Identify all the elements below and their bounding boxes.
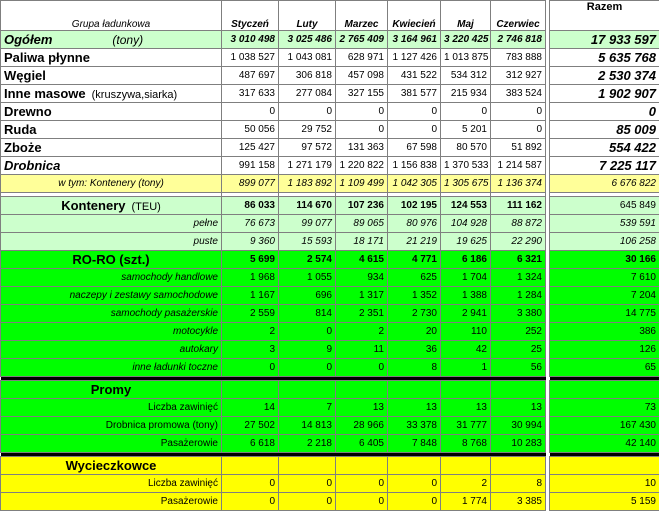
row-label — [1, 399, 222, 417]
value-cell: 7 848 — [388, 435, 441, 453]
row-label — [1, 287, 222, 305]
value-cell: 22 290 — [491, 233, 546, 251]
row-label-text: Liczba zawinięć — [148, 402, 218, 413]
value-cell: 13 — [441, 399, 491, 417]
row-promy-sub — [1, 417, 659, 435]
value-cell — [441, 381, 491, 399]
header-month: Czerwiec — [491, 1, 546, 31]
total-cell: 386 — [550, 323, 659, 341]
value-cell: 0 — [491, 121, 546, 139]
total-cell: 10 — [550, 475, 659, 493]
row-roro-sub — [1, 323, 659, 341]
total-cell: 106 258 — [550, 233, 659, 251]
value-cell: 131 363 — [336, 139, 388, 157]
total-cell: 2 530 374 — [550, 67, 659, 85]
row-kontenery-sub — [1, 215, 659, 233]
value-cell: 30 994 — [491, 417, 546, 435]
value-cell: 1 127 426 — [388, 49, 441, 67]
value-cell: 277 084 — [279, 85, 336, 103]
value-cell: 0 — [441, 103, 491, 121]
row-promy-sub — [1, 435, 659, 453]
value-cell: 9 — [279, 341, 336, 359]
value-cell: 457 098 — [336, 67, 388, 85]
value-cell: 20 — [388, 323, 441, 341]
value-cell — [222, 381, 279, 399]
value-cell: 31 777 — [441, 417, 491, 435]
value-cell: 88 872 — [491, 215, 546, 233]
row-label-text: Ruda — [4, 122, 37, 137]
value-cell: 2 746 818 — [491, 31, 546, 49]
value-cell: 114 670 — [279, 197, 336, 215]
row-promy — [1, 381, 659, 399]
value-cell: 4 771 — [388, 251, 441, 269]
row-label-note: (kruszywa,siarka) — [92, 89, 178, 101]
value-cell: 11 — [336, 341, 388, 359]
value-cell: 2 559 — [222, 305, 279, 323]
value-cell: 2 351 — [336, 305, 388, 323]
total-cell: 5 635 768 — [550, 49, 659, 67]
row-label — [1, 233, 222, 251]
value-cell: 8 768 — [441, 435, 491, 453]
value-cell: 0 — [222, 493, 279, 511]
row-label-text: Drobnica — [4, 158, 60, 173]
row-kontenery-sub — [1, 233, 659, 251]
row-cargo — [1, 157, 659, 175]
row-label-text: RO-RO (szt.) — [72, 252, 149, 267]
header-row — [1, 1, 659, 31]
value-cell: 1 271 179 — [279, 157, 336, 175]
total-cell — [550, 381, 659, 399]
value-cell: 1 043 081 — [279, 49, 336, 67]
value-cell: 0 — [222, 475, 279, 493]
value-cell: 76 673 — [222, 215, 279, 233]
total-cell: 7 610 — [550, 269, 659, 287]
value-cell: 0 — [279, 323, 336, 341]
row-roro-sub — [1, 269, 659, 287]
value-cell: 381 577 — [388, 85, 441, 103]
value-cell: 0 — [279, 475, 336, 493]
row-label-text: puste — [194, 236, 218, 247]
total-cell: 167 430 — [550, 417, 659, 435]
value-cell: 6 321 — [491, 251, 546, 269]
row-label-text: Węgiel — [4, 68, 46, 83]
value-cell: 2 — [336, 323, 388, 341]
value-cell: 0 — [279, 359, 336, 377]
row-label-text: motocykle — [173, 326, 218, 337]
row-cargo — [1, 49, 659, 67]
row-label-text: samochody handlowe — [121, 272, 218, 283]
total-cell: 5 159 — [550, 493, 659, 511]
value-cell: 0 — [222, 359, 279, 377]
value-cell: 6 186 — [441, 251, 491, 269]
row-wycieczkowce-sub — [1, 475, 659, 493]
total-cell: 7 204 — [550, 287, 659, 305]
row-label — [1, 381, 222, 399]
row-label — [1, 31, 222, 49]
value-cell: 1 704 — [441, 269, 491, 287]
value-cell: 2 941 — [441, 305, 491, 323]
value-cell: 3 164 961 — [388, 31, 441, 49]
value-cell: 317 633 — [222, 85, 279, 103]
row-cargo — [1, 67, 659, 85]
value-cell: 0 — [336, 493, 388, 511]
value-cell: 1 109 499 — [336, 175, 388, 193]
row-label — [1, 157, 222, 175]
row-label-text: Liczba zawinięć — [148, 478, 218, 489]
value-cell: 1 156 838 — [388, 157, 441, 175]
value-cell — [388, 381, 441, 399]
row-label-text: Inne masowe — [4, 86, 86, 101]
value-cell: 2 218 — [279, 435, 336, 453]
value-cell: 215 934 — [441, 85, 491, 103]
row-label — [1, 323, 222, 341]
value-cell: 51 892 — [491, 139, 546, 157]
total-cell: 0 — [550, 103, 659, 121]
value-cell: 110 — [441, 323, 491, 341]
value-cell: 2 574 — [279, 251, 336, 269]
header-month: Styczeń — [222, 1, 279, 31]
value-cell: 628 971 — [336, 49, 388, 67]
value-cell: 33 378 — [388, 417, 441, 435]
value-cell: 1 370 533 — [441, 157, 491, 175]
value-cell: 2 730 — [388, 305, 441, 323]
value-cell: 3 385 — [491, 493, 546, 511]
row-label — [1, 215, 222, 233]
value-cell: 102 195 — [388, 197, 441, 215]
value-cell: 13 — [491, 399, 546, 417]
value-cell: 0 — [388, 121, 441, 139]
total-cell: 1 902 907 — [550, 85, 659, 103]
total-cell: 645 849 — [550, 197, 659, 215]
value-cell: 1 214 587 — [491, 157, 546, 175]
value-cell: 104 928 — [441, 215, 491, 233]
row-label-text: w tym: Kontenery (tony) — [58, 178, 164, 189]
value-cell: 2 — [222, 323, 279, 341]
row-wycieczkowce — [1, 457, 659, 475]
value-cell: 0 — [336, 359, 388, 377]
value-cell: 10 283 — [491, 435, 546, 453]
total-cell: 554 422 — [550, 139, 659, 157]
header-group-label: Grupa ładunkowa — [1, 1, 222, 31]
value-cell: 252 — [491, 323, 546, 341]
row-cargo — [1, 121, 659, 139]
total-cell: 7 225 117 — [550, 157, 659, 175]
value-cell: 1 352 — [388, 287, 441, 305]
value-cell: 5 699 — [222, 251, 279, 269]
value-cell: 4 615 — [336, 251, 388, 269]
header-month: Marzec — [336, 1, 388, 31]
row-label-text: naczepy i zestawy samochodowe — [70, 290, 218, 301]
value-cell: 0 — [279, 103, 336, 121]
row-label-text: autokary — [180, 344, 218, 355]
value-cell — [491, 381, 546, 399]
value-cell: 0 — [388, 103, 441, 121]
header-total-label: Razem — [550, 1, 659, 31]
value-cell: 1 183 892 — [279, 175, 336, 193]
row-label-text: Paliwa płynne — [4, 50, 90, 65]
value-cell: 1 013 875 — [441, 49, 491, 67]
total-cell: 73 — [550, 399, 659, 417]
value-cell: 696 — [279, 287, 336, 305]
value-cell — [222, 457, 279, 475]
row-cargo — [1, 103, 659, 121]
value-cell — [491, 457, 546, 475]
total-cell: 42 140 — [550, 435, 659, 453]
value-cell: 0 — [388, 493, 441, 511]
value-cell — [336, 457, 388, 475]
row-roro — [1, 251, 659, 269]
value-cell: 14 — [222, 399, 279, 417]
row-label-text: Drewno — [4, 104, 52, 119]
row-label-text: Kontenery — [61, 198, 125, 213]
value-cell: 1 284 — [491, 287, 546, 305]
row-roro-sub — [1, 359, 659, 377]
value-cell: 6 618 — [222, 435, 279, 453]
value-cell: 0 — [336, 121, 388, 139]
value-cell: 67 598 — [388, 139, 441, 157]
value-cell — [336, 381, 388, 399]
row-label — [1, 85, 222, 103]
value-cell: 28 966 — [336, 417, 388, 435]
value-cell: 7 — [279, 399, 336, 417]
value-cell: 991 158 — [222, 157, 279, 175]
value-cell: 1 167 — [222, 287, 279, 305]
total-cell: 30 166 — [550, 251, 659, 269]
value-cell: 383 524 — [491, 85, 546, 103]
row-label — [1, 493, 222, 511]
value-cell: 97 572 — [279, 139, 336, 157]
value-cell: 1 038 527 — [222, 49, 279, 67]
value-cell: 1 055 — [279, 269, 336, 287]
value-cell — [441, 457, 491, 475]
value-cell: 1 220 822 — [336, 157, 388, 175]
row-label — [1, 103, 222, 121]
value-cell: 431 522 — [388, 67, 441, 85]
value-cell: 42 — [441, 341, 491, 359]
value-cell: 306 818 — [279, 67, 336, 85]
row-label — [1, 359, 222, 377]
row-cargo — [1, 85, 659, 103]
value-cell: 50 056 — [222, 121, 279, 139]
value-cell: 783 888 — [491, 49, 546, 67]
value-cell: 1 968 — [222, 269, 279, 287]
header-month: Maj — [441, 1, 491, 31]
value-cell: 25 — [491, 341, 546, 359]
row-label — [1, 139, 222, 157]
row-label-text: Pasażerowie — [161, 438, 218, 449]
value-cell: 107 236 — [336, 197, 388, 215]
row-label — [1, 435, 222, 453]
value-cell: 29 752 — [279, 121, 336, 139]
total-cell: 6 676 822 — [550, 175, 659, 193]
row-ogolem — [1, 31, 659, 49]
row-wycieczkowce-sub — [1, 493, 659, 511]
total-cell: 14 775 — [550, 305, 659, 323]
row-label-note: (tony) — [112, 33, 143, 47]
value-cell: 5 201 — [441, 121, 491, 139]
value-cell: 814 — [279, 305, 336, 323]
value-cell: 86 033 — [222, 197, 279, 215]
value-cell: 1 388 — [441, 287, 491, 305]
value-cell: 1 305 675 — [441, 175, 491, 193]
value-cell — [388, 457, 441, 475]
row-label — [1, 121, 222, 139]
value-cell: 0 — [491, 103, 546, 121]
value-cell: 3 — [222, 341, 279, 359]
header-month: Luty — [279, 1, 336, 31]
value-cell: 89 065 — [336, 215, 388, 233]
value-cell: 3 025 486 — [279, 31, 336, 49]
total-cell — [550, 457, 659, 475]
value-cell: 899 077 — [222, 175, 279, 193]
value-cell: 13 — [336, 399, 388, 417]
value-cell: 9 360 — [222, 233, 279, 251]
value-cell: 27 502 — [222, 417, 279, 435]
value-cell: 99 077 — [279, 215, 336, 233]
value-cell: 1 042 305 — [388, 175, 441, 193]
row-roro-sub — [1, 287, 659, 305]
row-label-text: Drobnica promowa (tony) — [106, 420, 218, 431]
row-label — [1, 67, 222, 85]
value-cell: 3 220 425 — [441, 31, 491, 49]
value-cell: 80 976 — [388, 215, 441, 233]
value-cell: 21 219 — [388, 233, 441, 251]
total-cell: 17 933 597 — [550, 31, 659, 49]
row-label — [1, 457, 222, 475]
row-label-text: pełne — [194, 218, 218, 229]
value-cell: 1 317 — [336, 287, 388, 305]
row-label — [1, 305, 222, 323]
row-label — [1, 269, 222, 287]
row-label-text: Pasażerowie — [161, 496, 218, 507]
value-cell: 1 774 — [441, 493, 491, 511]
value-cell: 2 765 409 — [336, 31, 388, 49]
row-label-text: Ogółem — [4, 32, 52, 47]
value-cell: 327 155 — [336, 85, 388, 103]
row-cargo — [1, 139, 659, 157]
total-cell: 126 — [550, 341, 659, 359]
value-cell: 8 — [388, 359, 441, 377]
total-cell: 539 591 — [550, 215, 659, 233]
row-label-text: inne ładunki toczne — [132, 362, 218, 373]
row-kontenery — [1, 197, 659, 215]
row-roro-sub — [1, 305, 659, 323]
row-label-note: (TEU) — [131, 201, 160, 213]
value-cell: 487 697 — [222, 67, 279, 85]
value-cell: 1 136 374 — [491, 175, 546, 193]
value-cell: 6 405 — [336, 435, 388, 453]
row-label — [1, 417, 222, 435]
value-cell: 15 593 — [279, 233, 336, 251]
value-cell: 111 162 — [491, 197, 546, 215]
value-cell — [279, 381, 336, 399]
row-label — [1, 251, 222, 269]
value-cell: 14 813 — [279, 417, 336, 435]
value-cell: 8 — [491, 475, 546, 493]
row-label — [1, 197, 222, 215]
row-label-text: samochody pasażerskie — [111, 308, 218, 319]
value-cell: 18 171 — [336, 233, 388, 251]
value-cell: 934 — [336, 269, 388, 287]
total-cell: 65 — [550, 359, 659, 377]
row-promy-sub — [1, 399, 659, 417]
value-cell: 0 — [279, 493, 336, 511]
value-cell: 625 — [388, 269, 441, 287]
value-cell: 0 — [222, 103, 279, 121]
row-label-text: Promy — [91, 382, 131, 397]
row-w-tym-kontenery — [1, 175, 659, 193]
header-month: Kwiecień — [388, 1, 441, 31]
value-cell: 3 380 — [491, 305, 546, 323]
value-cell: 312 927 — [491, 67, 546, 85]
value-cell: 125 427 — [222, 139, 279, 157]
row-label — [1, 475, 222, 493]
value-cell: 2 — [441, 475, 491, 493]
value-cell: 36 — [388, 341, 441, 359]
row-label — [1, 49, 222, 67]
value-cell: 13 — [388, 399, 441, 417]
row-label — [1, 341, 222, 359]
value-cell — [279, 457, 336, 475]
total-cell: 85 009 — [550, 121, 659, 139]
row-label-text: Zboże — [4, 140, 42, 155]
value-cell: 124 553 — [441, 197, 491, 215]
value-cell: 56 — [491, 359, 546, 377]
value-cell: 0 — [336, 475, 388, 493]
value-cell: 1 324 — [491, 269, 546, 287]
value-cell: 19 625 — [441, 233, 491, 251]
value-cell: 3 010 498 — [222, 31, 279, 49]
value-cell: 534 312 — [441, 67, 491, 85]
value-cell: 0 — [388, 475, 441, 493]
row-label — [1, 175, 222, 193]
value-cell: 80 570 — [441, 139, 491, 157]
value-cell: 1 — [441, 359, 491, 377]
row-roro-sub — [1, 341, 659, 359]
row-label-text: Wycieczkowce — [66, 458, 157, 473]
value-cell: 0 — [336, 103, 388, 121]
